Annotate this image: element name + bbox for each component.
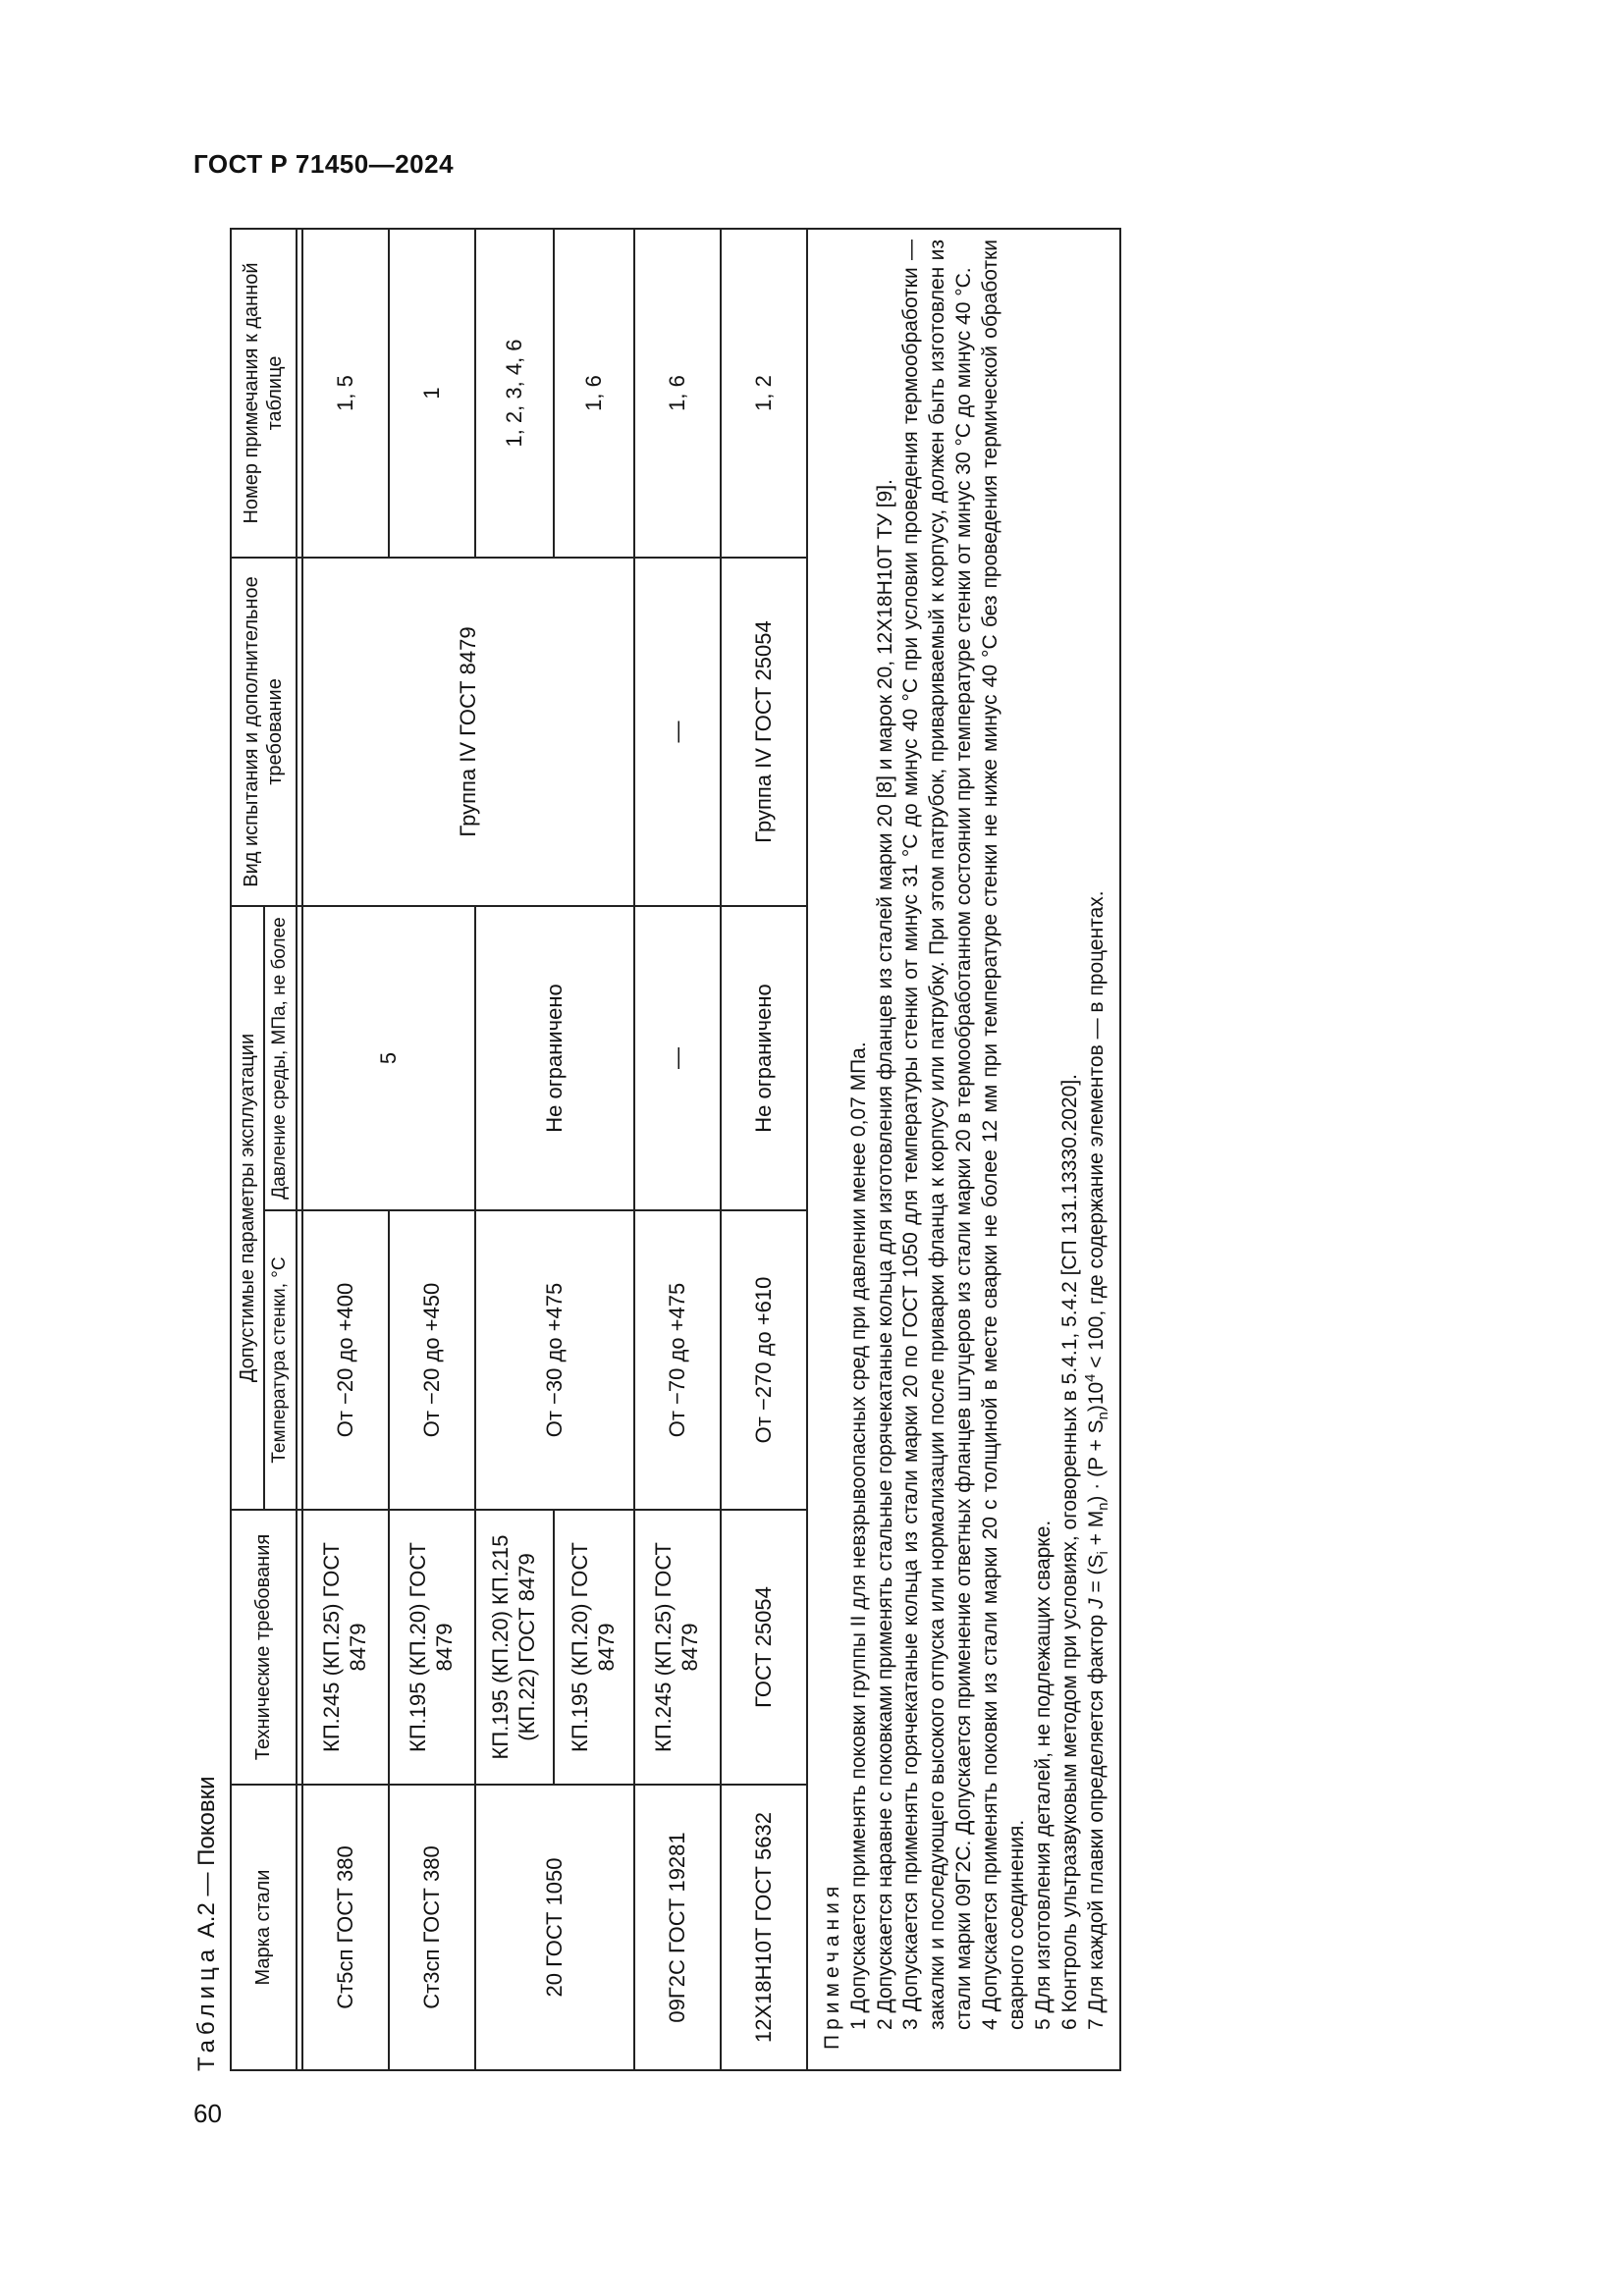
cell-test-merged: Группа IV ГОСТ 8479 [302,558,634,906]
cell-note: 1, 2 [721,229,807,558]
cell-temp: От −20 до +400 [302,1210,389,1510]
cell-tech: КП.245 (КП.25) ГОСТ 8479 [302,1510,389,1785]
cell-test: Группа IV ГОСТ 25054 [721,558,807,906]
note-7-sub: i [1095,1551,1111,1555]
cell-grade: 09Г2С ГОСТ 19281 [634,1785,721,2070]
cell-test: — [634,558,721,906]
cell-tech: КП.245 (КП.25) ГОСТ 8479 [634,1510,721,1785]
notes-cell [807,229,1121,2070]
note-7-sub: n [1095,1412,1111,1420]
caption-text: А.2 — Поковки [193,1776,220,1939]
header-test: Вид испытания и дополнительное требование [231,558,297,906]
table-row [721,229,807,2070]
table-row [302,229,389,2070]
cell-grade: Ст3сп ГОСТ 380 [389,1785,475,2070]
note-7-j: J [1084,1598,1108,1609]
cell-grade: 20 ГОСТ 1050 [475,1785,634,2070]
note-2: 2 Допускается наравне с поковками применять стальные горячекатаные кольца для изготовления фланцев из сталей марки 20 [8] и марок 20, 12Х18Н10Т ТУ [9]. [873,479,896,2030]
cell-note: 1, 6 [554,229,634,558]
note-7-part: )10 [1084,1381,1108,1413]
cell-tech: КП.195 (КП.20) ГОСТ 8479 [389,1510,475,1785]
cell-note: 1 [389,229,475,558]
table-row [475,229,554,2070]
document-header: ГОСТ Р 71450—2024 [193,149,455,179]
cell-pressure-merged: Не ограничено [475,906,634,1210]
cell-pressure: — [634,906,721,1210]
header-params: Допустимые параметры эксплуатации [231,906,264,1510]
cell-grade: 12Х18Н10Т ГОСТ 5632 [721,1785,807,2070]
cell-tech: ГОСТ 25054 [721,1510,807,1785]
cell-pressure-merged: 5 [302,906,475,1210]
cell-temp: От −70 до +475 [634,1210,721,1510]
caption-prefix: Таблица [193,1944,220,2071]
note-7-part: < 100, где содержание элементов — в процентах. [1084,890,1108,1374]
note-7-part: + M [1084,1510,1108,1552]
note-1: 1 Допускается применять поковки группы II для невзрывоопасных сред при давлении менее 0,07 МПа. [846,1041,870,2030]
forgings-table [230,228,1121,2071]
cell-note: 1, 6 [634,229,721,558]
header-grade: Марка стали [231,1785,297,2070]
table-caption [185,1776,230,2071]
cell-temp: От −20 до +450 [389,1210,475,1510]
note-4: 4 Допускается применять поковки из стали марки 20 с толщиной в месте сварки не более 12 мм при температуре стенки не ниже минус 40 °С без проведения термической обработки сварного соединения. [979,239,1028,2030]
header-pressure: Давление среды, МПа, не более [264,906,297,1210]
cell-tech: КП.195 (КП.20) КП.215 (КП.22) ГОСТ 8479 [475,1510,554,1785]
note-7-part: ) · (P + S [1084,1419,1108,1503]
note-5: 5 Для изготовления деталей, не подлежащих сварке. [1031,1520,1055,2030]
note-7-sub: n [1095,1502,1111,1511]
note-6: 6 Контроль ультразвуковым методом при условиях, оговоренных в 5.4.1, 5.4.2 [СП 131.13330.2020]. [1057,1073,1081,2030]
notes-row [807,229,1121,2070]
note-7-text: 7 Для каждой плавки определяется фактор [1084,1614,1108,2030]
cell-note: 1, 2, 3, 4, 6 [475,229,554,558]
table-row [634,229,721,2070]
header-tech: Технические требования [231,1510,297,1785]
page-number: 60 [193,2099,222,2128]
rotated-table-section [185,230,1245,2071]
note-7 [1084,240,1110,2052]
cell-tech: КП.195 (КП.20) ГОСТ 8479 [554,1510,634,1785]
cell-note: 1, 5 [302,229,389,558]
notes-title: Примечания [820,1881,843,2050]
cell-grade: Ст5сп ГОСТ 380 [302,1785,389,2070]
note-3: 3 Допускается применять горячекатаные кольца из стали марки 20 по ГОСТ 1050 для температуры стенки от минус 31 °С до минус 40 °С при условии проведения термообработки — закалки и последующего высокого отпуска или нормализации после приварки фланца к корпусу или патрубку. При этом патрубок, привариваемый к корпусу, должен быть изготовлен из стали марки 09Г2С. Допускается применение ответных фланцев штуцеров из стали марки 20 в термообработанном состоянии при температуре стенки от минус 30 °С до минус 40 °С. [899,239,976,2030]
cell-temp-merged: От −30 до +475 [475,1210,634,1510]
note-7-sup: 4 [1082,1373,1099,1382]
cell-temp: От −270 до +610 [721,1210,807,1510]
note-7-part: = (S [1084,1554,1108,1599]
header-note: Номер примечания к данной таблице [231,229,297,558]
cell-pressure: Не ограничено [721,906,807,1210]
header-temp: Температура стенки, °С [264,1210,297,1510]
